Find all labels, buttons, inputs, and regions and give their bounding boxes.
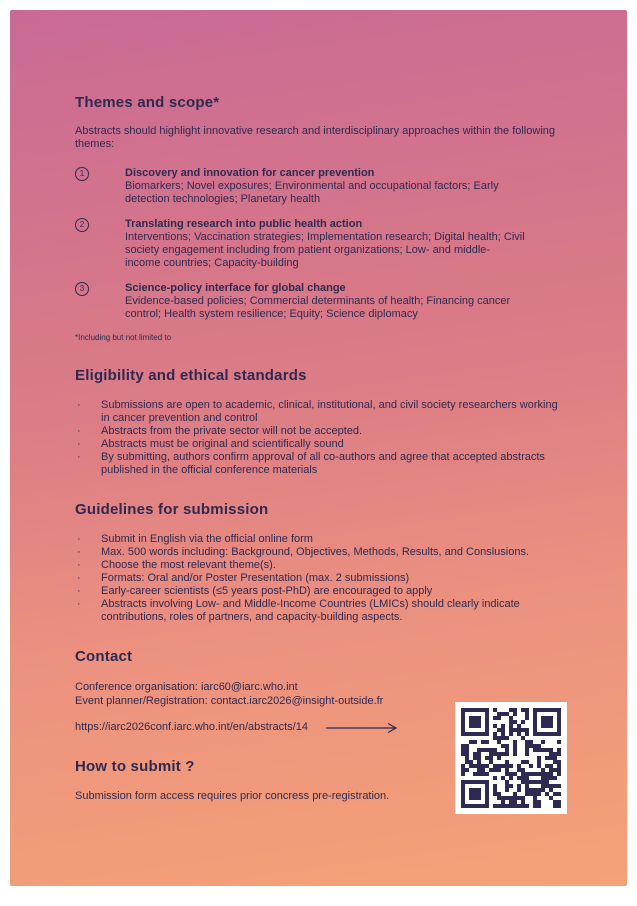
guidelines-section bbox=[75, 501, 627, 624]
list-item bbox=[75, 399, 627, 425]
bullet-glyph: · bbox=[77, 451, 81, 463]
contact-planner-label: Event planner/Registration: bbox=[75, 695, 211, 707]
contact-planner-email[interactable]: contact.iarc2026@insight-outside.fr bbox=[210, 695, 384, 707]
bullet-glyph: · bbox=[77, 572, 81, 584]
list-item bbox=[75, 451, 627, 477]
list-item bbox=[75, 598, 627, 624]
list-item-text: Abstracts must be original and scientifically sound bbox=[101, 438, 344, 450]
theme-number-badge bbox=[75, 167, 89, 181]
theme-title: Translating research into public health action bbox=[125, 218, 363, 230]
contact-organisation-email[interactable]: iarc60@iarc.who.int bbox=[200, 681, 298, 693]
how-to-submit-heading: How to submit ? bbox=[75, 758, 195, 775]
list-item-text: Submissions are open to academic, clinical, institutional, and civil society researchers working in cancer prevention and control bbox=[101, 399, 558, 424]
bullet-glyph: · bbox=[77, 399, 81, 411]
themes-footnote: *Including but not limited to bbox=[75, 333, 172, 342]
eligibility-list bbox=[75, 399, 627, 477]
list-item-text: Early-career scientists (≤5 years post-PhD) are encouraged to apply bbox=[101, 585, 433, 597]
themes-list bbox=[75, 167, 627, 321]
how-to-submit-text: Submission form access requires prior concress pre-registration. bbox=[75, 790, 390, 802]
themes-intro: Abstracts should highlight innovative research and interdisciplinary approaches within the following themes: bbox=[75, 125, 555, 150]
list-item bbox=[75, 559, 627, 572]
contact-organisation-label: Conference organisation: bbox=[75, 681, 201, 693]
bullet-glyph: · bbox=[77, 425, 81, 437]
bullet-glyph: · bbox=[77, 546, 81, 558]
theme-item bbox=[75, 167, 627, 206]
qr-code bbox=[455, 702, 567, 814]
arrow-right-icon bbox=[324, 722, 402, 734]
theme-title: Discovery and innovation for cancer prevention bbox=[125, 167, 375, 179]
list-item bbox=[75, 425, 627, 438]
theme-desc: Biomarkers; Novel exposures; Environmental and occupational factors; Early detection technologies; Planetary health bbox=[125, 180, 499, 205]
list-item bbox=[75, 546, 627, 559]
theme-text bbox=[125, 167, 525, 206]
theme-number: 3 bbox=[79, 284, 85, 293]
theme-number: 1 bbox=[79, 169, 85, 178]
list-item bbox=[75, 438, 627, 451]
eligibility-heading: Eligibility and ethical standards bbox=[75, 367, 307, 384]
theme-number-badge bbox=[75, 282, 89, 296]
themes-heading: Themes and scope* bbox=[75, 94, 220, 111]
list-item-text: By submitting, authors confirm approval of all co-authors and agree that accepted abstracts published in the official conference materials bbox=[101, 451, 545, 476]
theme-number: 2 bbox=[79, 220, 85, 229]
theme-item bbox=[75, 282, 627, 321]
list-item-text: Abstracts involving Low- and Middle-Income Countries (LMICs) should clearly indicate contributions, roles of partners, and capacity-building aspects. bbox=[101, 598, 520, 623]
theme-text bbox=[125, 218, 525, 270]
theme-text bbox=[125, 282, 525, 321]
bullet-glyph: · bbox=[77, 533, 81, 545]
guidelines-list bbox=[75, 533, 627, 624]
list-item bbox=[75, 585, 627, 598]
theme-title: Science-policy interface for global change bbox=[125, 282, 346, 294]
theme-desc: Interventions; Vaccination strategies; Implementation research; Digital health; Civil society engagement including from patient organizations; Low- and middle-income countries; Capacity-building bbox=[125, 231, 525, 269]
contact-heading: Contact bbox=[75, 648, 133, 665]
guidelines-heading: Guidelines for submission bbox=[75, 501, 269, 518]
bullet-glyph: · bbox=[77, 585, 81, 597]
flyer-content bbox=[10, 10, 627, 803]
eligibility-section bbox=[75, 367, 627, 477]
list-item bbox=[75, 533, 627, 546]
bullet-glyph: · bbox=[77, 598, 81, 610]
list-item-text: Choose the most relevant theme(s). bbox=[101, 559, 276, 571]
contact-organisation-line bbox=[75, 680, 627, 694]
flyer-card bbox=[10, 10, 627, 886]
theme-item bbox=[75, 218, 627, 270]
list-item-text: Abstracts from the private sector will not be accepted. bbox=[101, 425, 363, 437]
qr-code-pattern bbox=[461, 708, 561, 808]
list-item-text: Max. 500 words including: Background, Objectives, Methods, Results, and Conslusions. bbox=[101, 546, 529, 558]
bullet-glyph: · bbox=[77, 559, 81, 571]
theme-desc: Evidence-based policies; Commercial determinants of health; Financing cancer control; Health system resilience; Equity; Science diplomacy bbox=[125, 295, 511, 320]
list-item-text: Formats: Oral and/or Poster Presentation (max. 2 submissions) bbox=[101, 572, 410, 584]
abstracts-url-link[interactable]: https://iarc2026conf.iarc.who.int/en/abstracts/14 bbox=[75, 721, 308, 733]
list-item bbox=[75, 572, 627, 585]
list-item-text: Submit in English via the official online form bbox=[101, 533, 313, 545]
theme-number-badge bbox=[75, 218, 89, 232]
bullet-glyph: · bbox=[77, 438, 81, 450]
